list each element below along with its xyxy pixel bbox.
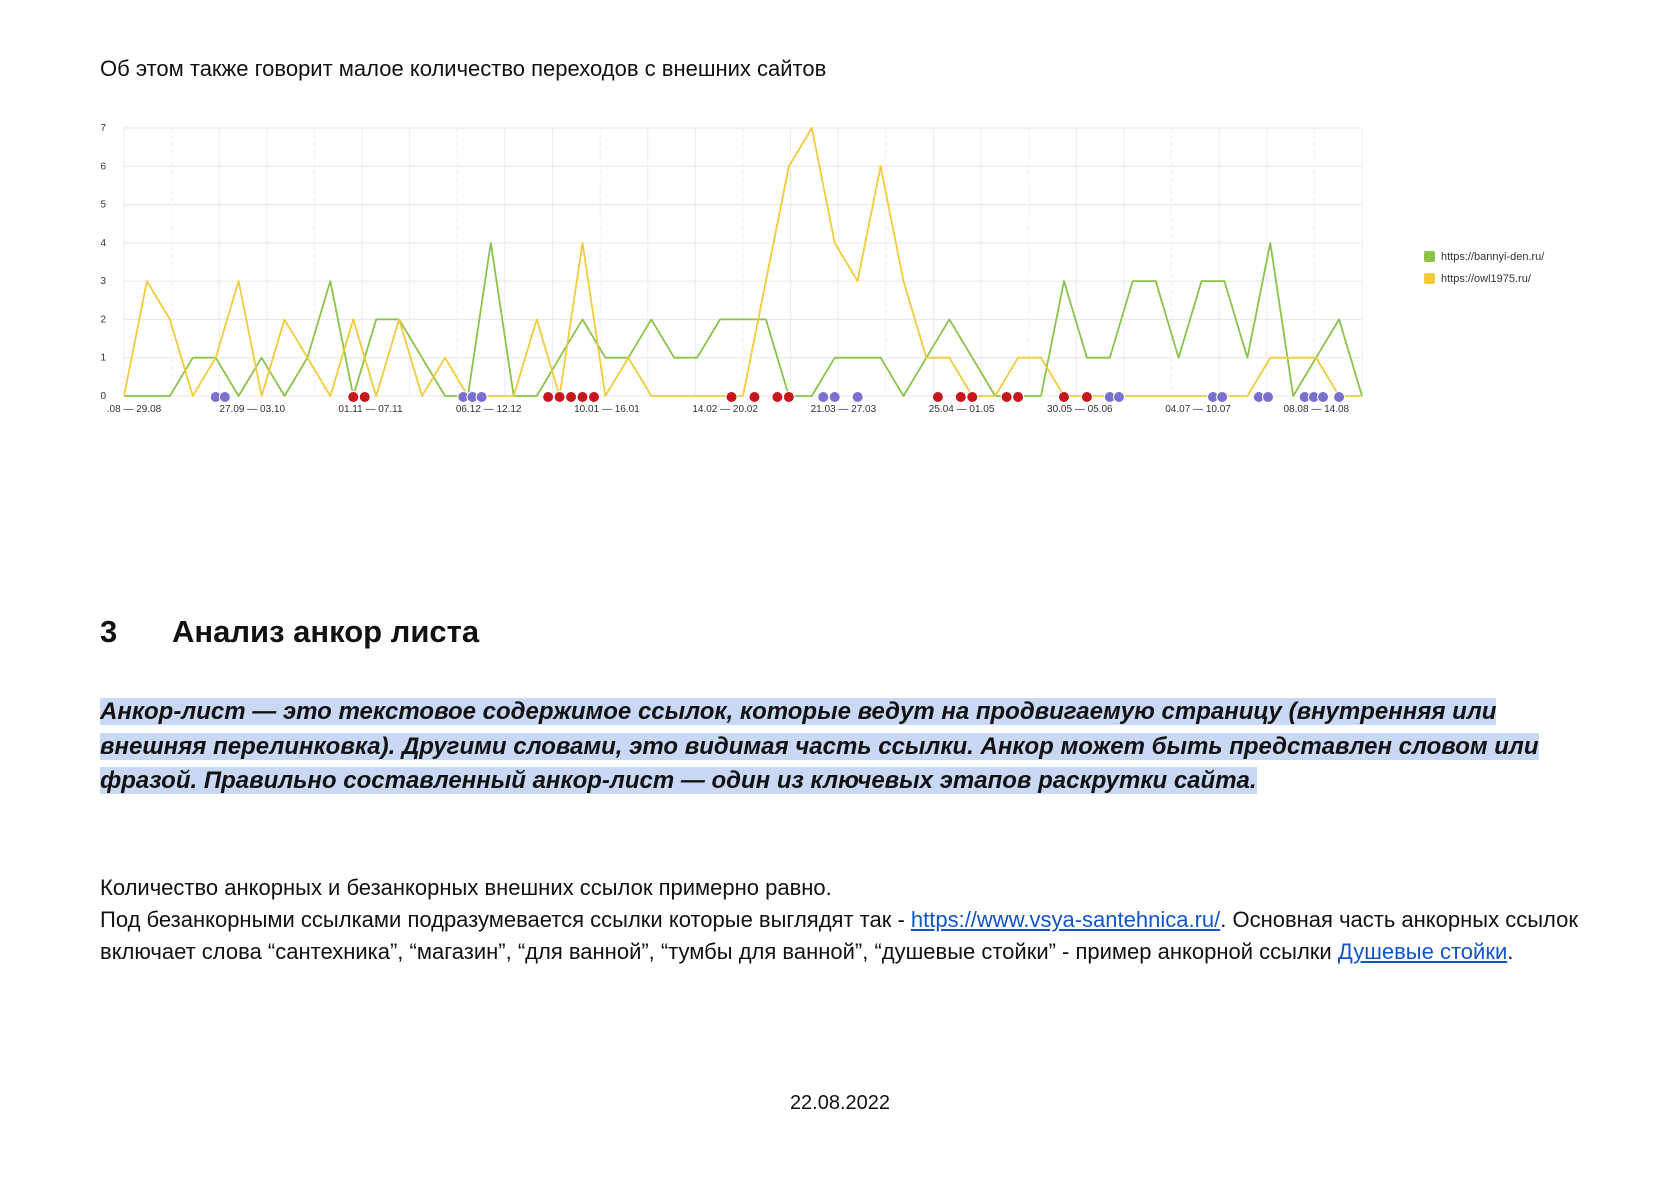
paragraph-text-middle: . Основная часть анкорных ссылок включает слова “сантехника”, “магазин”, “для ванной”, “тумбы для ванной”, “душевые стойки” - пример анкорной ссылки [100,907,1578,964]
legend-label: https://owl1975.ru/ [1441,273,1531,285]
event-marker [1081,392,1092,403]
y-tick-label: 2 [100,314,106,326]
event-marker [348,392,359,403]
anchor-list-definition [100,695,1580,799]
x-tick-label: .08 — 29.08 [106,404,162,415]
chart-legend [1424,251,1545,285]
footer-date: 22.08.2022 [789,1092,891,1114]
x-tick-label: 14.02 — 20.02 [692,404,758,415]
event-marker [543,392,554,403]
x-tick-label: 27.09 — 03.10 [219,404,286,415]
body-text [100,872,1580,968]
y-tick-label: 7 [100,123,106,134]
event-marker [932,392,943,403]
legend-swatch [1424,273,1435,284]
example-nonanchor-link[interactable]: https://www.vsya-santehnica.ru/ [910,907,1221,932]
chart-grid [124,128,1362,396]
x-tick-label: 10.01 — 16.01 [574,404,640,415]
event-marker [783,392,794,403]
y-tick-label: 3 [100,276,106,288]
x-tick-label: 04.07 — 10.07 [1165,404,1231,415]
event-marker [219,392,230,403]
event-marker [476,392,487,403]
event-marker [1318,392,1329,403]
x-tick-label: 08.08 — 14.08 [1283,404,1350,415]
event-marker [1113,392,1124,403]
legend-label: https://bannyi-den.ru/ [1441,251,1545,263]
x-axis-ticks [107,404,1350,415]
event-marker [554,392,565,403]
event-marker [577,392,588,403]
event-marker [1263,392,1274,403]
traffic-line-chart [96,110,1596,460]
paragraph-anchor-ratio: Количество анкорных и безанкорных внешних ссылок примерно равно. [100,875,832,900]
x-tick-label: 25.04 — 01.05 [928,404,995,415]
event-marker [852,392,863,403]
event-marker [566,392,577,403]
intro-text: Об этом также говорит малое количество переходов с внешних сайтов [100,56,827,81]
y-tick-label: 5 [100,199,106,211]
event-marker [1013,392,1024,403]
x-tick-label: 21.03 — 27.03 [810,404,877,415]
highlighted-definition: Анкор-лист — это текстовое содержимое ссылок, которые ведут на продвигаемую страницу (внутренняя или внешняя перелинковка). Другими словами, это видимая часть ссылки. Анкор может быть представлен словом или фразой. Правильно составленный анкор-лист — один из ключевых этапов раскрутки сайта. [100,698,1539,794]
y-tick-label: 1 [100,352,106,364]
event-marker [749,392,760,403]
event-marker [967,392,978,403]
event-marker [829,392,840,403]
event-marker [1334,392,1345,403]
paragraph-text-start: Под безанкорными ссылками подразумевается ссылки которые выглядят так - [100,907,911,932]
event-marker [1001,392,1012,403]
event-marker [359,392,370,403]
event-marker [818,392,829,403]
paragraph-anchor-explanation [100,904,1580,968]
section-title: Анализ анкор листа [172,614,480,649]
event-marker [588,392,599,403]
section-heading [100,614,479,650]
x-tick-label: 06.12 — 12.12 [455,404,522,415]
x-tick-label: 01.11 — 07.11 [338,404,403,415]
event-markers [210,392,1344,403]
event-marker [772,392,783,403]
event-marker [1217,392,1228,403]
section-number: 3 [100,614,118,649]
event-marker [1058,392,1069,403]
y-tick-label: 6 [100,161,106,173]
y-tick-label: 4 [100,237,106,249]
y-axis-ticks [100,123,106,402]
paragraph-text-end: . [1507,939,1514,964]
event-marker [955,392,966,403]
y-tick-label: 0 [100,391,106,402]
example-anchor-link[interactable]: Душевые стойки [1337,939,1508,964]
event-marker [726,392,737,403]
legend-swatch [1424,251,1435,262]
x-tick-label: 30.05 — 05.06 [1047,404,1113,415]
